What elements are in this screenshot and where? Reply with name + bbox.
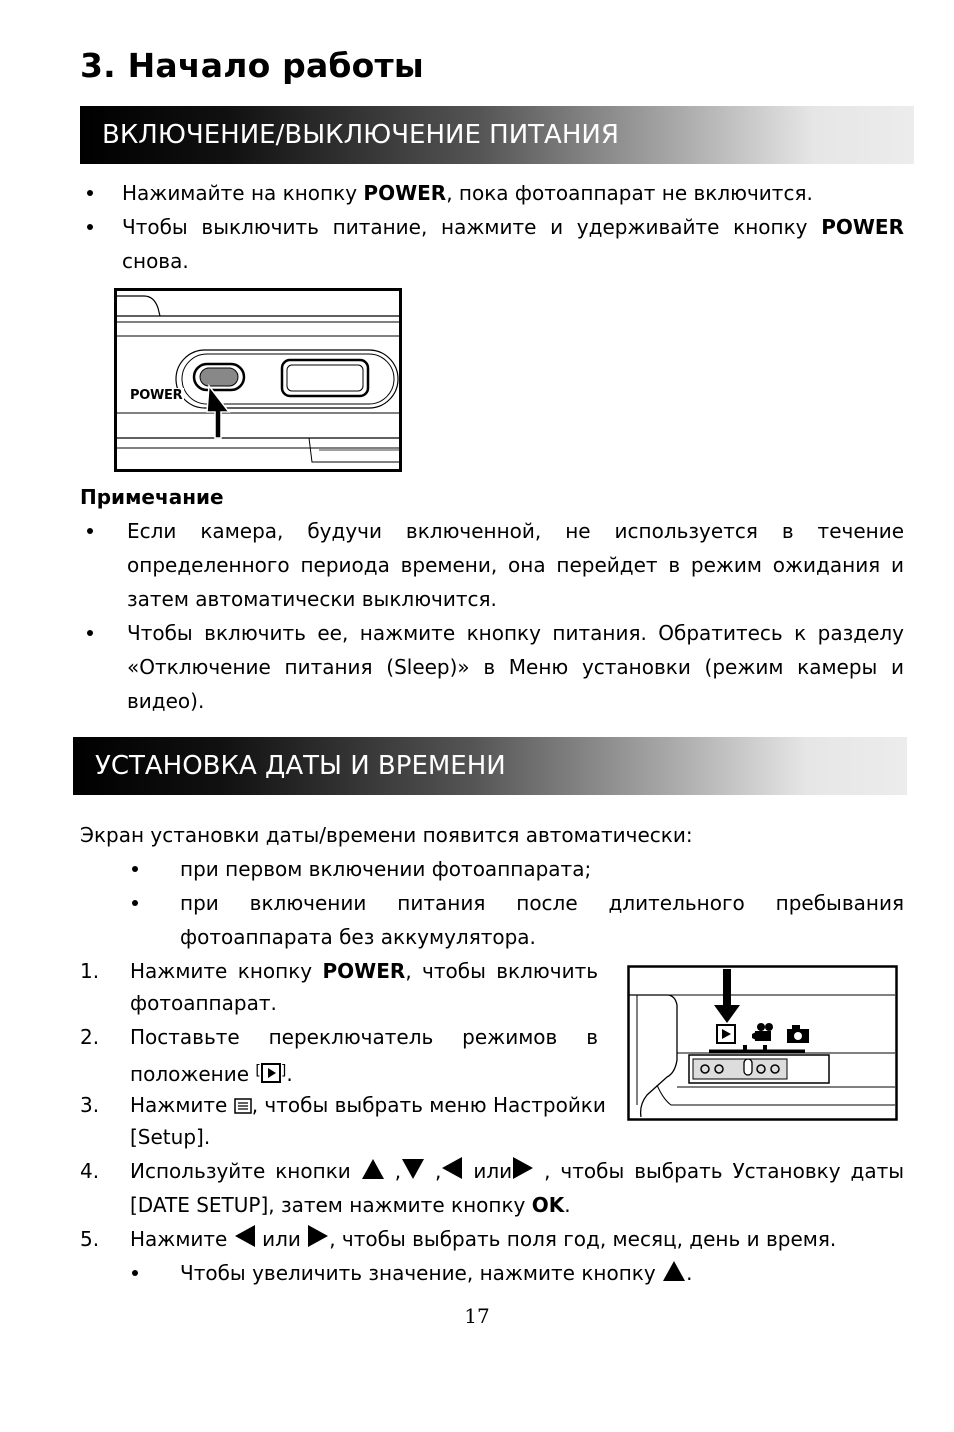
note-1-line3: затем автоматически выключится. — [127, 587, 497, 611]
step-5-sub: Чтобы увеличить значение, нажмите кнопку . — [180, 1261, 693, 1285]
down-arrow-icon — [401, 1158, 425, 1180]
text: . — [286, 1062, 293, 1086]
power-button-figure — [114, 288, 402, 472]
page-title: 3. Начало работы — [80, 46, 424, 85]
step-1-line1 — [130, 954, 598, 988]
note-2-line3: видео). — [127, 689, 205, 713]
mode-dial-illustration — [627, 965, 898, 1121]
power-bullet-1 — [122, 176, 904, 210]
text: Нажмите кнопку — [130, 959, 323, 983]
section-heading-date-time — [73, 737, 907, 795]
bullet-dot — [130, 1268, 140, 1278]
text-line: Если камера, будучи включенной, не используется в течение — [127, 519, 904, 543]
text: , чтобы выбрать меню Настройки — [251, 1093, 606, 1117]
bullet-dot — [85, 526, 95, 536]
left-arrow-icon — [441, 1156, 463, 1180]
menu-icon — [234, 1098, 252, 1114]
step-3-line2: [Setup]. — [130, 1125, 211, 1149]
text-line: при включении питания после длительного пребывания — [180, 891, 904, 915]
step-4-line2 — [130, 1188, 571, 1222]
text: Нажмите — [130, 1093, 234, 1117]
text: , чтобы включить — [405, 959, 599, 983]
playback-mode-icon — [261, 1063, 281, 1083]
right-arrow-icon — [512, 1156, 534, 1180]
power-bullet-2-line1 — [122, 210, 904, 244]
step-number: 1. — [80, 959, 100, 983]
up-arrow-icon — [361, 1158, 385, 1180]
step-number: 5. — [80, 1227, 100, 1251]
note-heading: Примечание — [80, 485, 224, 509]
text: или — [473, 1159, 513, 1183]
bullet-dot — [130, 898, 140, 908]
text: [DATE SETUP], затем нажмите кнопку — [130, 1193, 532, 1217]
bullet-dot — [85, 188, 95, 198]
power-keyword: POWER — [322, 959, 406, 983]
step-2-line1 — [130, 1020, 598, 1054]
date-sub-2-line2: фотоаппарата без аккумулятора. — [180, 925, 536, 949]
ok-keyword: OK — [531, 1193, 565, 1217]
text: Нажмите — [130, 1227, 234, 1251]
step-1-line2: фотоаппарат. — [130, 991, 277, 1015]
text: , чтобы выбрать поля год, месяц, день и время. — [329, 1227, 837, 1251]
note-2-line2 — [127, 650, 904, 684]
power-label: POWER — [130, 388, 183, 403]
text: Используйте кнопки — [130, 1159, 361, 1183]
right-arrow-icon — [307, 1224, 329, 1248]
text-line — [122, 210, 904, 244]
step-5-line1 — [130, 1222, 836, 1256]
text: Чтобы выключить питание, нажмите и удерживайте кнопку — [122, 215, 822, 239]
text: Нажимайте на кнопку — [122, 181, 364, 205]
section-heading-text: УСТАНОВКА ДАТЫ И ВРЕМЕНИ — [95, 751, 506, 781]
page-number: 17 — [464, 1304, 490, 1328]
text-line: определенного периода времени, она перейдет в режим ожидания и — [127, 553, 904, 577]
power-keyword: POWER — [821, 215, 904, 239]
date-sub-1: при первом включении фотоаппарата; — [180, 857, 592, 881]
section-heading-power — [80, 106, 914, 164]
date-sub-2-line1 — [180, 886, 904, 920]
text: Чтобы увеличить значение, нажмите кнопку — [180, 1261, 663, 1285]
left-arrow-icon — [234, 1224, 256, 1248]
bullet-dot — [130, 864, 140, 874]
power-bullet-2-line2: снова. — [122, 249, 189, 273]
camera-top-illustration — [114, 288, 402, 472]
bullet-dot — [85, 628, 95, 638]
text: , пока фотоаппарат не включится. — [446, 181, 813, 205]
text-line: Используйте кнопки , , или , чтобы выбрать Установку даты — [130, 1154, 904, 1188]
bullet-dot — [85, 222, 95, 232]
step-number: 4. — [80, 1159, 100, 1183]
section-heading-text: ВКЛЮЧЕНИЕ/ВЫКЛЮЧЕНИЕ ПИТАНИЯ — [102, 120, 619, 150]
up-arrow-icon — [662, 1260, 686, 1282]
text-line — [130, 954, 598, 988]
text: , чтобы выбрать Установку даты — [544, 1159, 905, 1183]
power-keyword: POWER — [363, 181, 447, 205]
text: положение — [130, 1062, 256, 1086]
step-number: 3. — [80, 1093, 100, 1117]
text-line: Чтобы включить ее, нажмите кнопку питания. Обратитесь к разделу — [127, 621, 904, 645]
step-2-line2: положение [ ]. — [130, 1062, 293, 1086]
text-line: «Отключение питания (Sleep)» в Меню установки (режим камеры и — [127, 655, 904, 679]
note-1-line2 — [127, 548, 904, 582]
text: или — [262, 1227, 301, 1251]
step-number: 2. — [80, 1025, 100, 1049]
note-1-line1 — [127, 514, 904, 548]
step-3-line1 — [130, 1088, 606, 1122]
date-intro: Экран установки даты/времени появится автоматически: — [80, 823, 693, 847]
text-line: Поставьте переключатель режимов в — [130, 1025, 598, 1049]
note-2-line1 — [127, 616, 904, 650]
step-4-line1 — [130, 1154, 904, 1188]
mode-switch-figure — [627, 965, 898, 1121]
text: . — [564, 1193, 571, 1217]
